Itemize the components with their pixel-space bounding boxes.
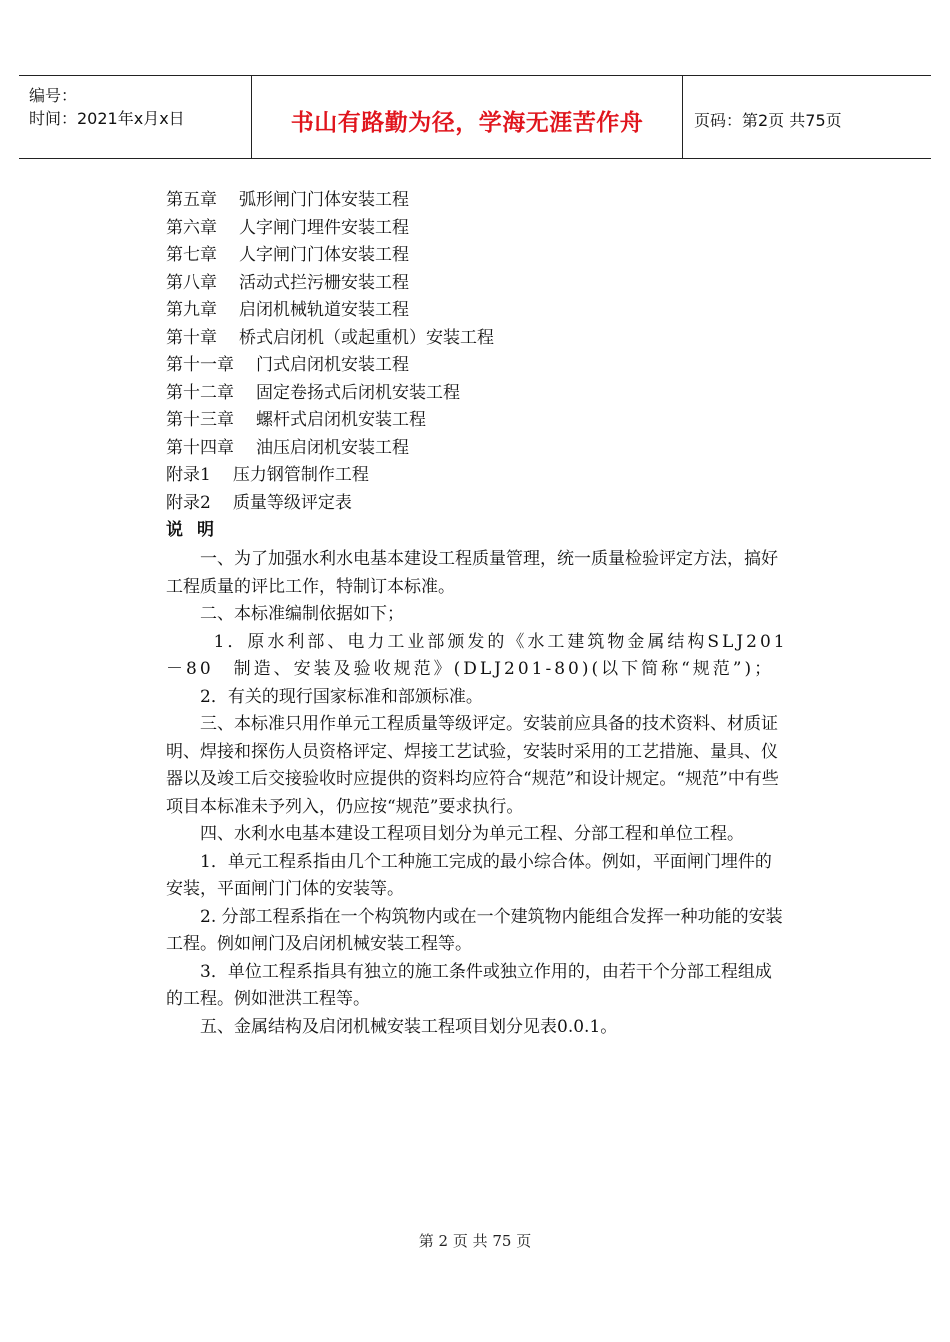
- page-footer: 第 2 页 共 75 页: [418, 1232, 532, 1250]
- toc-item: [166, 490, 494, 518]
- header-page-cell: [684, 76, 931, 158]
- header-page-info: 页码：第2页 共75页: [694, 111, 842, 130]
- document-number-label: 编号：: [29, 86, 78, 105]
- toc-chapter-number: 第七章: [166, 245, 217, 265]
- toc-item: [166, 270, 494, 298]
- toc-chapter-title: 质量等级评定表: [232, 492, 352, 513]
- toc-chapter-title: 启闭机械轨道安装工程: [239, 300, 409, 320]
- body-paragraph: 3．单位工程系指具有独立的施工条件或独立作用的，由若干个分部工程组成的工程。例如泄洪工程等。: [166, 961, 772, 1009]
- body-paragraph: 2. 分部工程系指在一个构筑物内或在一个建筑物内能组合发挥一种功能的安装工程。例如闸门及启闭机械安装工程等。: [166, 906, 783, 954]
- toc-chapter-number: 第十一章: [166, 355, 234, 375]
- toc-item: [166, 435, 494, 463]
- section-heading: 说明: [166, 520, 228, 540]
- toc-chapter-title: 压力钢管制作工程: [232, 465, 369, 485]
- toc-chapter-number: 第十章: [166, 327, 217, 348]
- toc-item: [166, 352, 494, 380]
- document-body: [166, 517, 788, 1041]
- body-paragraph: 一、为了加强水利水电基本建设工程质量管理，统一质量检验评定方法，搞好工程质量的评比工作，特制订本标准。: [166, 549, 778, 597]
- toc-chapter-title: 人字闸门门体安装工程: [239, 245, 409, 265]
- toc-chapter-number: 第九章: [166, 300, 217, 320]
- toc-chapter-number: 第八章: [166, 272, 217, 293]
- toc-chapter-number: 第十三章: [166, 410, 234, 430]
- toc-chapter-title: 弧形闸门门体安装工程: [239, 190, 409, 210]
- body-paragraph: 五、金属结构及启闭机械安装工程项目划分见表0.0.1。: [200, 1016, 618, 1037]
- toc-item: [166, 297, 494, 325]
- toc-chapter-number: 第十二章: [166, 382, 234, 403]
- body-paragraph: 四、水利水电基本建设工程项目划分为单元工程、分部工程和单位工程。: [200, 824, 744, 844]
- body-paragraph: 1．单元工程系指由几个工种施工完成的最小综合体。例如，平面闸门埋件的安装，平面闸门门体的安装等。: [166, 851, 772, 899]
- toc-item: [166, 407, 494, 435]
- toc-item: [166, 187, 494, 215]
- toc-chapter-title: 桥式启闭机（或起重机）安装工程: [239, 327, 494, 348]
- body-paragraph: 1．原水利部、电力工业部颁发的《水工建筑物金属结构SLJ201－80 制造、安装及验收规范》(DLJ201-80)(以下简称“规范”)；: [166, 631, 788, 679]
- toc-chapter-title: 油压启闭机安装工程: [256, 437, 409, 458]
- toc-chapter-title: 固定卷扬式后闭机安装工程: [256, 382, 460, 403]
- toc-chapter-title: 活动式拦污栅安装工程: [239, 272, 409, 293]
- toc-item: [166, 380, 494, 408]
- document-time-label: 时间：2021年x月x日: [29, 109, 185, 128]
- header-motto: 书山有路勤为径，学海无涯苦作舟: [290, 110, 644, 136]
- toc-chapter-number: 附录1: [166, 465, 211, 485]
- toc-item: [166, 242, 494, 270]
- toc-item: [166, 325, 494, 353]
- toc-chapter-title: 人字闸门埋件安装工程: [239, 217, 409, 238]
- toc-item: [166, 462, 494, 490]
- toc-chapter-number: 附录2: [166, 492, 211, 513]
- toc-item: [166, 215, 494, 243]
- table-of-contents: [166, 187, 494, 517]
- body-paragraph: 二、本标准编制依据如下；: [200, 604, 404, 624]
- body-paragraph: 三、本标准只用作单元工程质量等级评定。安装前应具备的技术资料、材质证明、焊接和探伤人员资格评定、焊接工艺试验，安装时采用的工艺措施、量具、仪器以及竣工后交接验收时应提供的资料均应符合“规范”和设计规定。“规范”中有些项目本标准未予列入，仍应按“规范”要求执行。: [166, 714, 779, 817]
- toc-chapter-number: 第五章: [166, 190, 217, 210]
- toc-chapter-number: 第十四章: [166, 437, 234, 458]
- page-header: [19, 75, 931, 159]
- body-paragraph: 2．有关的现行国家标准和部颁标准。: [200, 686, 483, 707]
- toc-chapter-title: 螺杆式启闭机安装工程: [256, 410, 426, 430]
- toc-chapter-number: 第六章: [166, 217, 217, 238]
- header-meta-cell: [19, 76, 252, 158]
- toc-chapter-title: 门式启闭机安装工程: [256, 355, 409, 375]
- header-motto-cell: [252, 76, 683, 158]
